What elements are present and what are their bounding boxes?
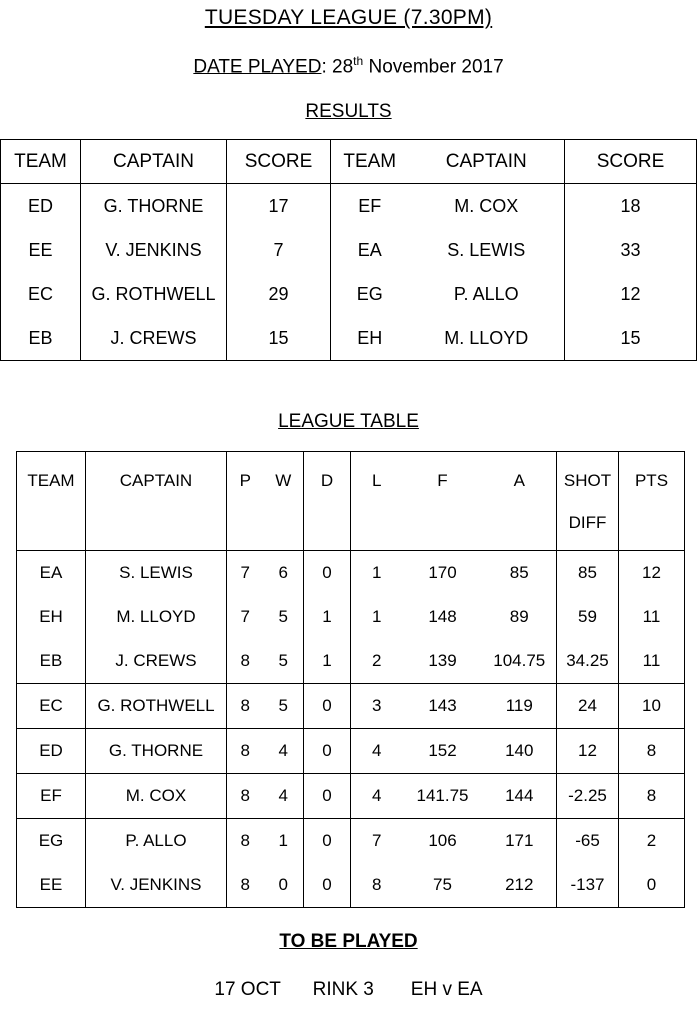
league-cell: 8: [227, 639, 264, 684]
league-cell: 6: [264, 551, 304, 596]
league-header-shot-diff: [557, 452, 619, 551]
league-cell: 171: [483, 819, 557, 864]
results-table: [0, 139, 697, 361]
league-cell: 8: [227, 684, 264, 729]
league-cell: 12: [642, 563, 661, 582]
league-cell: 152: [403, 729, 483, 774]
league-cell: 139: [403, 639, 483, 684]
results-row: [1, 316, 697, 361]
results-cell: 12: [620, 283, 641, 304]
league-header-for: F: [403, 452, 483, 551]
league-cell: EF: [17, 774, 86, 819]
fixture-match: EH v EA: [410, 979, 483, 1000]
league-cell: EE: [17, 863, 86, 908]
league-header-shot: SHOT: [563, 471, 612, 490]
league-row: [17, 774, 685, 819]
date-day: 28: [332, 56, 354, 78]
results-cell: S. LEWIS: [409, 228, 565, 272]
league-row: [17, 595, 685, 639]
league-cell: EA: [17, 551, 86, 596]
league-cell: 85: [557, 551, 619, 596]
league-cell: 89: [483, 595, 557, 639]
league-cell: S. LEWIS: [86, 551, 227, 596]
league-cell: G. ROTHWELL: [86, 684, 227, 729]
league-cell: 1: [304, 595, 351, 639]
league-cell: 0: [304, 819, 351, 864]
results-cell: M. COX: [409, 184, 565, 229]
league-header-lost: L: [351, 452, 403, 551]
league-cell: 3: [351, 684, 403, 729]
league-cell: 75: [433, 875, 452, 894]
league-cell: M. LLOYD: [86, 595, 227, 639]
league-cell: -65: [557, 819, 619, 864]
league-cell: 2: [646, 831, 657, 850]
league-cell: 0: [646, 875, 657, 894]
league-table: [16, 451, 685, 908]
league-cell: 140: [483, 729, 557, 774]
league-cell: 4: [264, 729, 304, 774]
league-cell: 212: [483, 863, 557, 908]
league-header-captain: CAPTAIN: [86, 452, 227, 551]
results-cell: M. LLOYD: [409, 316, 565, 361]
results-cell: EG: [356, 283, 383, 304]
league-cell: 11: [642, 607, 661, 626]
league-cell: 144: [483, 774, 557, 819]
league-row: [17, 684, 685, 729]
league-cell: 5: [264, 639, 304, 684]
league-cell: -2.25: [557, 774, 619, 819]
league-cell: V. JENKINS: [86, 863, 227, 908]
league-cell: 8: [240, 831, 250, 850]
league-row: [17, 863, 685, 908]
league-cell: 0: [304, 863, 351, 908]
league-cell: 85: [483, 551, 557, 596]
date-played-label: DATE PLAYED: [193, 56, 322, 78]
league-cell: 2: [351, 639, 403, 684]
to-be-played-heading: TO BE PLAYED: [279, 931, 418, 952]
league-cell: 1: [304, 639, 351, 684]
results-cell: ED: [1, 184, 81, 229]
league-row: [17, 551, 685, 596]
league-header-diff: DIFF: [568, 513, 607, 532]
league-cell: 7: [240, 607, 250, 626]
results-cell: V. JENKINS: [81, 228, 227, 272]
league-cell: 10: [619, 684, 685, 729]
league-row: [17, 819, 685, 864]
league-cell: 119: [483, 684, 557, 729]
results-heading: RESULTS: [305, 101, 392, 122]
league-cell: 4: [264, 774, 304, 819]
league-cell: 1: [372, 607, 382, 626]
results-row: [1, 272, 697, 316]
league-header-drawn: D: [304, 452, 351, 551]
page-title: TUESDAY LEAGUE (7.30PM): [204, 6, 493, 29]
league-cell: 11: [619, 639, 685, 684]
results-header-score-2: SCORE: [565, 140, 697, 184]
league-row: [17, 729, 685, 774]
league-cell: 8: [619, 729, 685, 774]
league-cell: EB: [17, 639, 86, 684]
results-cell: EH: [357, 327, 383, 348]
league-header-points: PTS: [619, 452, 685, 551]
league-cell: 8: [619, 774, 685, 819]
league-header-team: TEAM: [17, 452, 86, 551]
league-cell: M. COX: [86, 774, 227, 819]
results-cell: G. THORNE: [81, 184, 227, 229]
results-header-score-1: SCORE: [227, 140, 331, 184]
league-cell: 7: [372, 831, 382, 850]
results-cell: EF: [358, 195, 382, 216]
league-cell: 8: [240, 875, 250, 894]
league-cell: 12: [557, 729, 619, 774]
fixture-line: [0, 979, 697, 1001]
league-header-played: P: [227, 452, 264, 551]
league-cell: EC: [17, 684, 86, 729]
league-cell: ED: [17, 729, 86, 774]
league-cell: 1: [372, 563, 382, 582]
league-cell: -137: [557, 863, 619, 908]
league-cell: 0: [304, 774, 351, 819]
league-header-row: [17, 452, 685, 551]
league-cell: EH: [17, 595, 86, 639]
results-cell: 17: [227, 184, 331, 229]
date-suffix: th: [353, 54, 364, 68]
results-row: [1, 228, 697, 272]
league-cell: J. CREWS: [86, 639, 227, 684]
league-cell: 4: [351, 774, 403, 819]
league-header-won: W: [264, 452, 304, 551]
league-cell: 106: [428, 831, 457, 850]
league-cell: 0: [304, 684, 351, 729]
results-header-team-2: TEAM: [331, 140, 409, 184]
results-cell: G. ROTHWELL: [81, 272, 227, 316]
league-cell: 5: [264, 684, 304, 729]
fixture-rink: RINK 3: [312, 979, 374, 1000]
league-cell: 143: [403, 684, 483, 729]
league-cell: 104.75: [483, 639, 557, 684]
results-cell: EE: [1, 228, 81, 272]
results-cell: EC: [1, 272, 81, 316]
results-cell: 15: [227, 316, 331, 361]
results-header-captain-2: CAPTAIN: [409, 140, 565, 184]
results-header-team-1: TEAM: [1, 140, 81, 184]
league-cell: 1: [264, 819, 304, 864]
date-separator: :: [321, 56, 333, 78]
league-cell: 7: [240, 563, 250, 582]
results-header-captain-1: CAPTAIN: [81, 140, 227, 184]
league-cell: 141.75: [403, 774, 483, 819]
results-row: [1, 184, 697, 229]
results-cell: 29: [227, 272, 331, 316]
league-cell: 4: [351, 729, 403, 774]
league-cell: EG: [17, 819, 86, 864]
results-cell: 33: [620, 239, 641, 260]
league-cell: 0: [304, 551, 351, 596]
results-cell: 7: [227, 228, 331, 272]
league-cell: 24: [557, 684, 619, 729]
date-rest: November 2017: [363, 56, 504, 78]
league-cell: 5: [264, 595, 304, 639]
league-cell: 0: [264, 863, 304, 908]
results-cell: EA: [357, 239, 382, 260]
league-cell: P. ALLO: [86, 819, 227, 864]
league-cell: 8: [227, 774, 264, 819]
league-row: [17, 639, 685, 684]
league-cell: 170: [428, 563, 457, 582]
results-header-row: [1, 140, 697, 184]
results-cell: J. CREWS: [81, 316, 227, 361]
league-cell: G. THORNE: [86, 729, 227, 774]
results-cell: EB: [1, 316, 81, 361]
league-cell: 0: [304, 729, 351, 774]
results-cell: 15: [620, 327, 641, 348]
league-cell: 8: [227, 729, 264, 774]
league-table-heading: LEAGUE TABLE: [278, 411, 419, 432]
fixture-date: 17 OCT: [214, 979, 281, 1000]
league-header-against: A: [483, 452, 557, 551]
league-cell: 8: [372, 875, 382, 894]
league-cell: 34.25: [557, 639, 619, 684]
league-cell: 59: [557, 595, 619, 639]
results-cell: 18: [620, 195, 641, 216]
league-cell: 148: [428, 607, 457, 626]
results-cell: P. ALLO: [409, 272, 565, 316]
date-played: [0, 54, 697, 78]
